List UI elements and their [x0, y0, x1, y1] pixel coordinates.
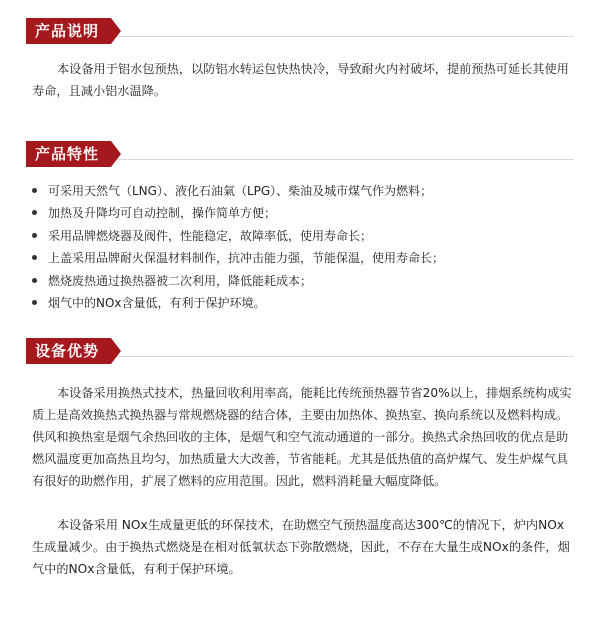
heading-advantages	[26, 338, 111, 364]
feature-text: 燃烧废热通过换热器被二次利用，降低能耗成本；	[48, 273, 313, 288]
feature-list	[30, 180, 575, 314]
advantages-paragraph-2: 本设备采用 NOx生成量更低的环保技术，在助燃空气预热温度高达300℃的情况下，炉内NOx生成量减少。由于换热式燃烧是在相对低氧状态下弥散燃烧，因此，不存在大量生成NOx的条件，烟气中的NOx含量低，有利于保护环境。	[32, 518, 570, 576]
feature-text: 采用品牌燃烧器及阀件，性能稳定，故障率低，使用寿命长；	[48, 228, 373, 243]
bullet-icon	[32, 300, 37, 305]
list-item	[30, 270, 575, 292]
feature-text: 烟气中的NOx含量低，有利于保护环境。	[48, 296, 266, 311]
heading-features	[26, 141, 111, 167]
list-item	[30, 292, 575, 314]
bullet-icon	[32, 233, 37, 238]
bullet-icon	[32, 278, 37, 283]
description-paragraph: 本设备用于铝水包预热，以防铝水转运包快热快冷，导致耐火内衬破坏，提前预热可延长其使用寿命，且减小铝水温降。	[32, 62, 569, 98]
bullet-icon	[32, 210, 37, 215]
section-title: 产品说明	[26, 18, 111, 44]
list-item	[30, 180, 575, 202]
list-item	[30, 247, 575, 269]
advantages-paragraph-1: 本设备采用换热式技术，热量回收利用率高，能耗比传统预热器节省20%以上，排烟系统构成实质上是高效换热式换热器与常规燃烧器的结合体，主要由加热体、换热室、换向系统以及燃料构成。供风和换热室是烟气余热回收的主体，是烟气和空气流动通道的一部分。换热式余热回收的优点是助燃风温度更加高热且均匀，加热质量大大改善，节省能耗。尤其是低热值的高炉煤气、发生炉煤气具有很好的助燃作用，扩展了燃料的应用范围。因此，燃料消耗量大幅度降低。	[32, 386, 572, 488]
section-title: 产品特性	[26, 141, 111, 167]
section-title: 设备优势	[26, 338, 111, 364]
list-item	[30, 225, 575, 247]
feature-text: 加热及升降均可自动控制，操作简单方便；	[48, 206, 277, 221]
feature-text: 可采用天然气（LNG）、液化石油氣（LPG）、柴油及城市煤气作为燃料；	[48, 184, 433, 198]
bullet-icon	[32, 255, 37, 260]
section-features	[0, 140, 600, 320]
section-description	[0, 0, 600, 120]
heading-description	[26, 18, 111, 44]
list-item	[30, 202, 575, 224]
section-advantages	[0, 335, 600, 635]
bullet-icon	[32, 188, 37, 193]
feature-text: 上盖采用品牌耐火保温材料制作，抗冲击能力强，节能保温，使用寿命长；	[48, 251, 445, 266]
